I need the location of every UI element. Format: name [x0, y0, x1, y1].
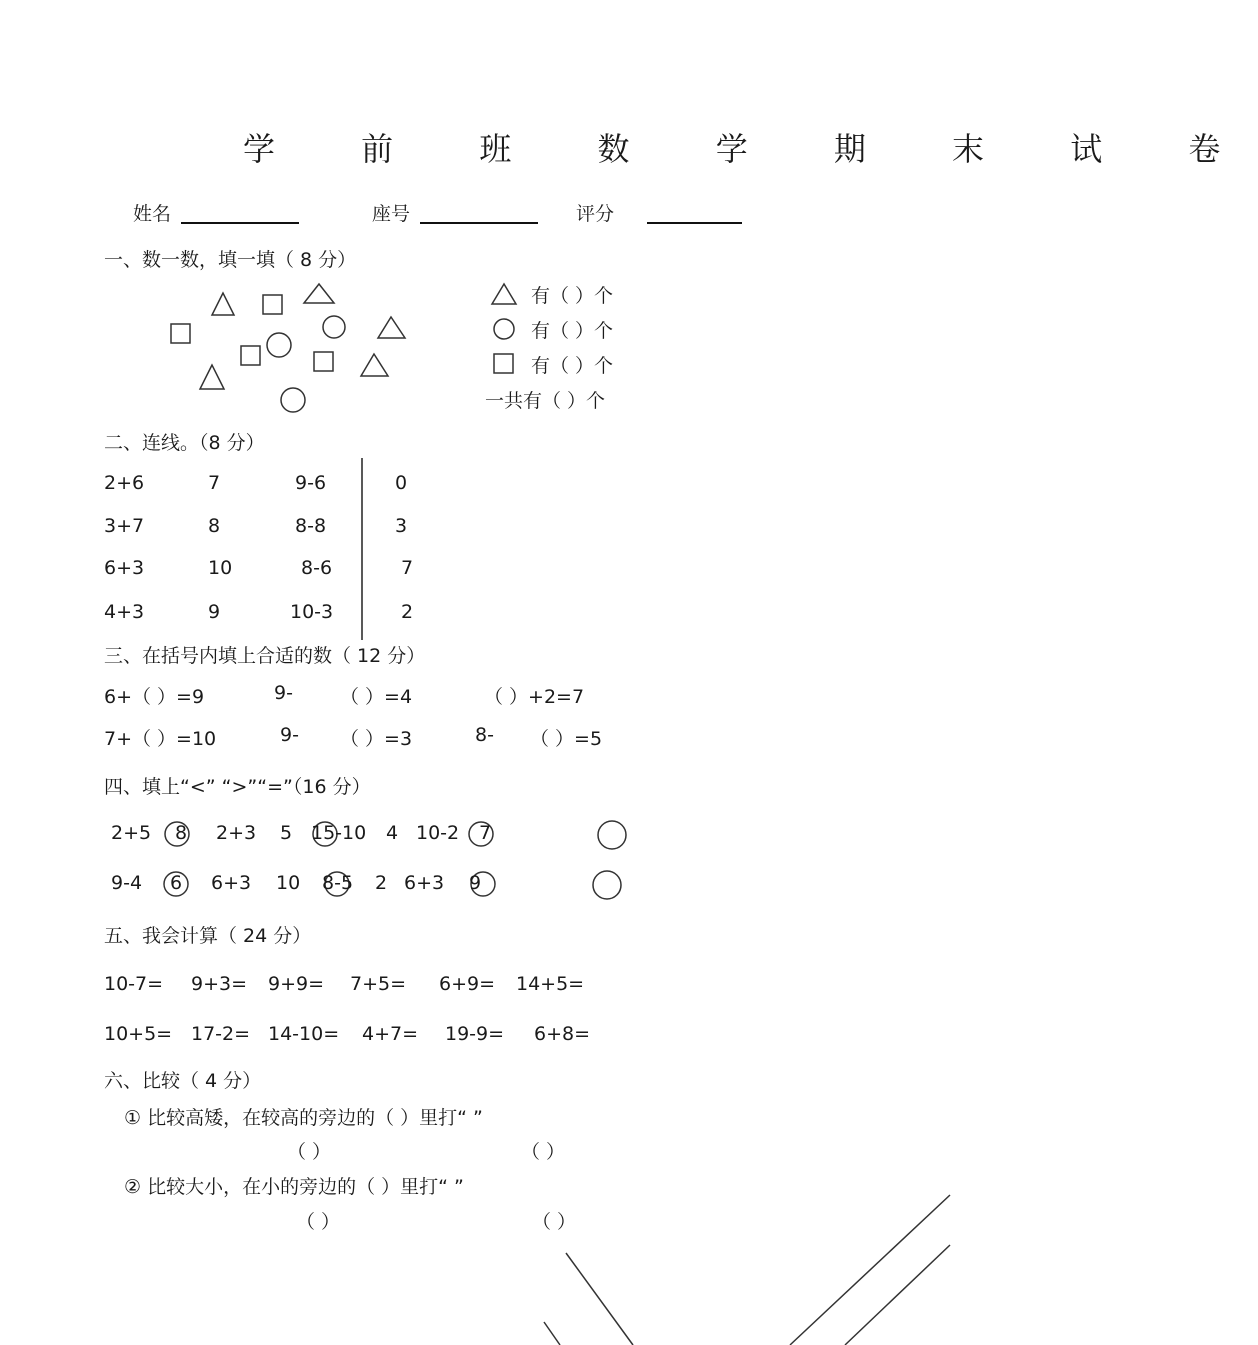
triangle-icon	[378, 317, 405, 338]
section-2-heading: 二、连线。（8 分）	[104, 432, 265, 454]
match-left-value: 8	[208, 515, 221, 537]
square-icon	[171, 324, 190, 343]
triangle-icon	[492, 284, 516, 304]
count-square: 有（ ）个	[531, 355, 614, 377]
fill-expr: （ ）=5	[530, 728, 603, 750]
section-5-heading: 五、我会计算（ 24 分）	[104, 925, 312, 947]
match-right-expr: 9-6	[295, 472, 327, 494]
compare-item: 6+3	[404, 872, 445, 894]
fill-expr: 7+（ ）=10	[104, 728, 217, 750]
calc-item: 4+7=	[362, 1023, 419, 1045]
match-right-expr: 8-6	[301, 557, 333, 579]
match-right-value: 7	[401, 557, 414, 579]
triangle-icon	[200, 365, 224, 389]
decorative-line	[544, 1322, 560, 1345]
answer-paren: （ ）	[296, 1211, 341, 1233]
fill-expr: （ ）+2=7	[484, 686, 585, 708]
fill-expr: 8-	[475, 724, 494, 746]
count-total: 一共有（ ）个	[485, 390, 606, 412]
match-left-value: 10	[208, 557, 233, 579]
circle-icon	[323, 316, 345, 338]
score-label: 评分	[576, 203, 615, 225]
calc-item: 6+9=	[439, 973, 496, 995]
square-icon	[494, 354, 513, 373]
match-right-value: 0	[395, 472, 408, 494]
match-right-expr: 10-3	[290, 601, 334, 623]
circle-icon	[494, 319, 514, 339]
compare-item: 7	[479, 822, 492, 844]
fill-expr: 6+（ ）=9	[104, 686, 205, 708]
compare-item: 8	[175, 822, 188, 844]
calc-item: 14+5=	[516, 973, 585, 995]
calc-item: 9+3=	[191, 973, 248, 995]
circle-icon	[281, 388, 305, 412]
compare-item: 10-2	[416, 822, 460, 844]
compare-item: 9	[469, 872, 482, 894]
circle-icon	[593, 871, 621, 899]
compare-item: 4	[386, 822, 399, 844]
fill-expr: （ ）=3	[340, 728, 413, 750]
triangle-icon	[361, 354, 388, 376]
section-1-heading: 一、数一数，填一填（ 8 分）	[104, 249, 357, 271]
match-left-expr: 3+7	[104, 515, 145, 537]
calc-item: 14-10=	[268, 1023, 340, 1045]
section-3-heading: 三、在括号内填上合适的数（ 12 分）	[104, 645, 426, 667]
circle-icon	[267, 333, 291, 357]
calc-item: 10-7=	[104, 973, 164, 995]
fill-expr: 9-	[280, 724, 299, 746]
compare-item: 6+3	[211, 872, 252, 894]
calc-item: 19-9=	[445, 1023, 505, 1045]
match-right-expr: 8-8	[295, 515, 327, 537]
calc-item: 10+5=	[104, 1023, 173, 1045]
count-circle: 有（ ）个	[531, 320, 614, 342]
triangle-icon	[304, 284, 334, 303]
compare-item: 2	[375, 872, 388, 894]
fill-expr: 9-	[274, 682, 293, 704]
square-icon	[241, 346, 260, 365]
triangle-icon	[212, 293, 234, 315]
fill-expr: （ ）=4	[340, 686, 413, 708]
compare-item: 2+3	[216, 822, 257, 844]
calc-item: 7+5=	[350, 973, 407, 995]
match-left-expr: 2+6	[104, 472, 145, 494]
name-label: 姓名	[133, 203, 172, 225]
section-6-heading: 六、比较（ 4 分）	[104, 1070, 262, 1092]
match-left-value: 9	[208, 601, 221, 623]
square-icon	[314, 352, 333, 371]
calc-item: 17-2=	[191, 1023, 251, 1045]
compare-item: 6	[170, 872, 183, 894]
decorative-line	[845, 1245, 950, 1345]
compare-item: 5	[280, 822, 293, 844]
section-4-heading: 四、填上“<” “>”“=”（16 分）	[104, 776, 371, 798]
match-left-value: 7	[208, 472, 221, 494]
compare-question-2: ② 比较大小，在小的旁边的（ ）里打“ ”	[124, 1176, 464, 1198]
compare-question-1: ① 比较高矮，在较高的旁边的（ ）里打“ ”	[124, 1107, 483, 1129]
match-left-expr: 4+3	[104, 601, 145, 623]
calc-item: 9+9=	[268, 973, 325, 995]
answer-paren: （ ）	[287, 1141, 332, 1163]
answer-paren: （ ）	[521, 1141, 566, 1163]
match-left-expr: 6+3	[104, 557, 145, 579]
square-icon	[263, 295, 282, 314]
compare-item: 2+5	[111, 822, 152, 844]
decorative-line	[566, 1253, 633, 1345]
match-right-value: 2	[401, 601, 414, 623]
compare-item: 10	[276, 872, 301, 894]
calc-item: 6+8=	[534, 1023, 591, 1045]
compare-item: 8-5	[322, 872, 354, 894]
page-title: 学 前 班 数 学 期 末 试 卷	[243, 130, 1258, 168]
answer-paren: （ ）	[532, 1211, 577, 1233]
decorative-line	[790, 1195, 950, 1345]
compare-item: 9-4	[111, 872, 143, 894]
match-right-value: 3	[395, 515, 408, 537]
count-triangle: 有（ ）个	[531, 285, 614, 307]
seat-label: 座号	[372, 203, 411, 225]
compare-item: 15-10	[311, 822, 367, 844]
circle-icon	[598, 821, 626, 849]
